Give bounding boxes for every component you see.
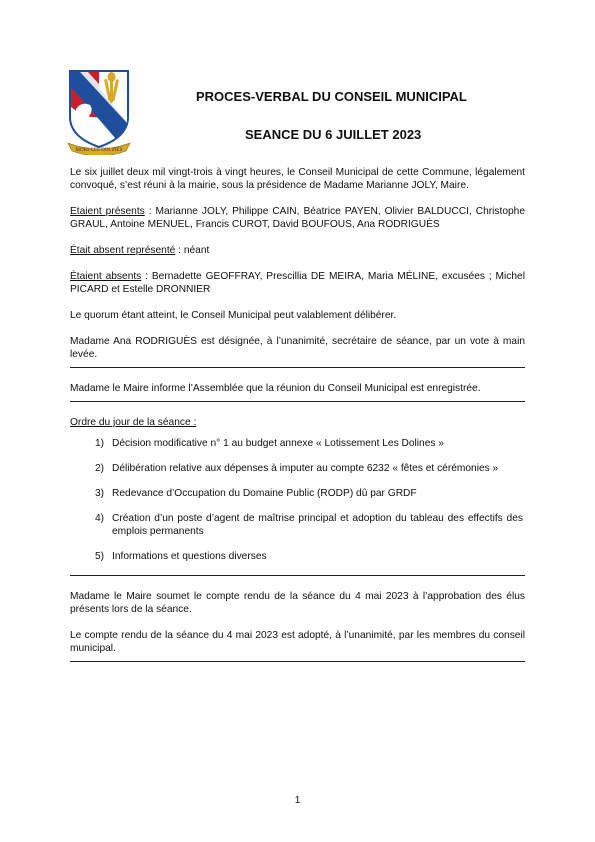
agenda-item-text: Décision modificative n° 1 au budget annexe « Lotissement Les Dolines » (112, 438, 444, 449)
agenda-item (70, 462, 525, 475)
quorum-paragraph: Le quorum étant atteint, le Conseil Municipal peut valablement délibérer. (70, 310, 397, 321)
intro-paragraph: Le six juillet deux mil vingt-trois à vingt heures, le Conseil Municipal de cette Commune, légalement convoqué, s’est réuni à la mairie, sous la présidence de Madame Marianne JOLY, Maire. (70, 167, 525, 191)
document-subtitle: SEANCE DU 6 JUILLET 2023 (245, 127, 422, 142)
adoption-paragraph: Le compte rendu de la séance du 4 mai 2023 est adopté, à l’unanimité, par les membres du conseil municipal. (70, 630, 525, 654)
agenda-item (70, 550, 525, 563)
presents-text: : Marianne JOLY, Philippe CAIN, Béatrice PAYEN, Olivier BALDUCCI, Christophe GRAUL, Antoine MENUEL, Francis CUROT, David BOUFOUS, Ana RODRIGUÈS (70, 206, 525, 230)
secretaire-paragraph: Madame Ana RODRIGUÈS est désignée, à l’unanimité, secrétaire de séance, par un vote à main levée. (70, 336, 525, 360)
agenda-item-number: 4) (94, 513, 104, 524)
absents-paragraph (70, 270, 525, 296)
agenda-item-text: Création d’un poste d’agent de maîtrise principal et adoption du tableau des effectifs des emplois permanents (112, 513, 523, 537)
agenda-item-number: 1) (94, 438, 104, 449)
agenda-item-number: 5) (94, 551, 104, 562)
agenda-heading: Ordre du jour de la séance : (70, 417, 197, 428)
agenda-item-number: 2) (94, 463, 104, 474)
document-body (70, 166, 525, 676)
agenda-item (70, 512, 525, 538)
absents-text: : Bernadette GEOFFRAY, Prescillia DE MEIRA, Maria MÉLINE, excusées ; Michel PICARD et Estelle DRONNIER (70, 271, 525, 295)
presents-label: Etaient présents (70, 206, 145, 217)
agenda-item (70, 437, 525, 450)
divider (70, 367, 525, 368)
coat-of-arms-logo (66, 67, 132, 155)
divider (70, 575, 525, 576)
agenda-item-text: Redevance d’Occupation du Domaine Public (RODP) dû par GRDF (112, 488, 417, 499)
approbation-paragraph: Madame le Maire soumet le compte rendu de la séance du 4 mai 2023 à l’approbation des élus présents lors de la séance. (70, 591, 525, 615)
divider (70, 661, 525, 662)
absent-represente-text: : néant (175, 245, 210, 256)
presents-paragraph (70, 205, 525, 231)
enregistrement-paragraph: Madame le Maire informe l’Assemblée que la réunion du Conseil Municipal est enregistrée. (70, 383, 481, 394)
crest-motto: MORS LES DOLINES (75, 148, 123, 153)
divider (70, 401, 525, 402)
agenda-item-text: Délibération relative aux dépenses à imputer au compte 6232 « fêtes et cérémonies » (112, 463, 499, 474)
absent-represente-paragraph (70, 244, 525, 257)
agenda-item (70, 487, 525, 500)
agenda-item-number: 3) (94, 488, 104, 499)
agenda-list (70, 437, 525, 563)
absent-represente-label: Était absent représenté (70, 245, 176, 256)
absents-label: Étaient absents (70, 271, 142, 282)
document-title: PROCES-VERBAL DU CONSEIL MUNICIPAL (196, 89, 467, 104)
agenda-item-text: Informations et questions diverses (112, 551, 267, 562)
page-number: 1 (294, 795, 301, 806)
